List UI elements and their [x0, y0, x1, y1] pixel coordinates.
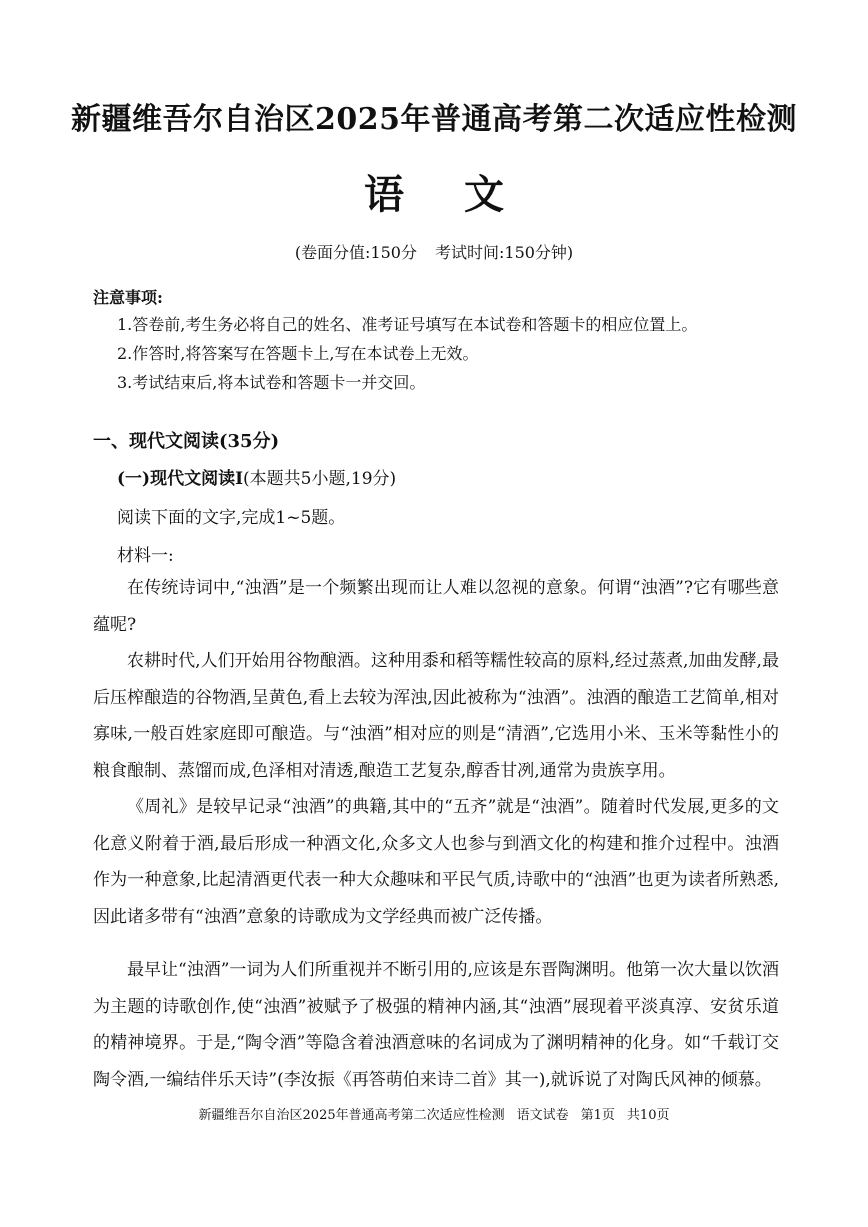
page-footer: [0, 1104, 868, 1123]
notice-item: 3.考试结束后,将本试卷和答题卡一并交回。: [117, 373, 426, 392]
material-label: 材料一:: [117, 546, 174, 566]
subsection-note: (本题共5小题,19分): [243, 469, 397, 489]
subject-char-2: 文: [464, 171, 504, 218]
section-heading: 一、现代文阅读(35分): [93, 431, 280, 452]
reading-instruction: 阅读下面的文字,完成1~5题。: [117, 508, 346, 528]
passage-paragraph: 农耕时代,人们开始用谷物酿酒。这种用黍和稻等糯性较高的原料,经过蒸煮,加曲发酵,最后压榨酿造的谷物酒,呈黄色,看上去较为浑浊,因此被称为“浊酒”。浊酒的酿造工艺简单,相对寡味,一般百姓家庭即可酿造。与“浊酒”相对应的则是“清酒”,它选用小米、玉米等黏性小的粮食酿制、蒸馏而成,色泽相对清透,酿造工艺复杂,醇香甘冽,通常为贵族享用。: [93, 651, 779, 781]
footer-exam: 新疆维吾尔自治区2025年普通高考第二次适应性检测: [198, 1108, 505, 1123]
passage-paragraph: 最早让“浊酒”一词为人们所重视并不断引用的,应该是东晋陶渊明。他第一次大量以饮酒为主题的诗歌创作,使“浊酒”被赋予了极强的精神内涵,其“浊酒”展现着平淡真淳、安贫乐道的精神境界。于是,“陶令酒”等隐含着浊酒意味的名词成为了渊明精神的化身。如“千载订交陶令酒,一编结伴乐天诗”(李汝振《再答萌伯来诗二首》其一),就诉说了对陶氏风神的倾慕。: [93, 960, 779, 1090]
notice-heading: 注意事项:: [93, 288, 163, 307]
passage-paragraph: 在传统诗词中,“浊酒”是一个频繁出现而让人难以忽视的意象。何谓“浊酒”?它有哪些意蕴呢?: [93, 578, 779, 635]
subsection-heading: [117, 464, 396, 489]
time-label: 考试时间:150分钟): [435, 243, 574, 262]
score-time-info: [0, 240, 868, 263]
footer-paper: 语文试卷: [516, 1108, 569, 1123]
passage-paragraph: 《周礼》是较早记录“浊酒”的典籍,其中的“五齐”就是“浊酒”。随着时代发展,更多的文化意义附着于酒,最后形成一种酒文化,众多文人也参与到酒文化的构建和推介过程中。浊酒作为一种意象,比起清酒更代表一种大众趣味和平民气质,诗歌中的“浊酒”也更为读者所熟悉,因此诸多带有“浊酒”意象的诗歌成为文学经典而被广泛传播。: [93, 797, 779, 927]
exam-title: 新疆维吾尔自治区2025年普通高考第二次适应性检测: [71, 102, 797, 137]
subject-title: [0, 163, 868, 220]
footer-total: 共10页: [626, 1108, 670, 1123]
subsection-title: (一)现代文阅读Ⅰ: [117, 469, 244, 489]
footer-page: 第1页: [580, 1108, 615, 1123]
notice-item: 2.作答时,将答案写在答题卡上,写在本试卷上无效。: [117, 344, 479, 363]
subject-char-1: 语: [364, 171, 404, 218]
score-label: (卷面分值:150分: [294, 243, 417, 262]
notice-item: 1.答卷前,考生务必将自己的姓名、准考证号填写在本试卷和答题卡的相应位置上。: [117, 315, 698, 334]
